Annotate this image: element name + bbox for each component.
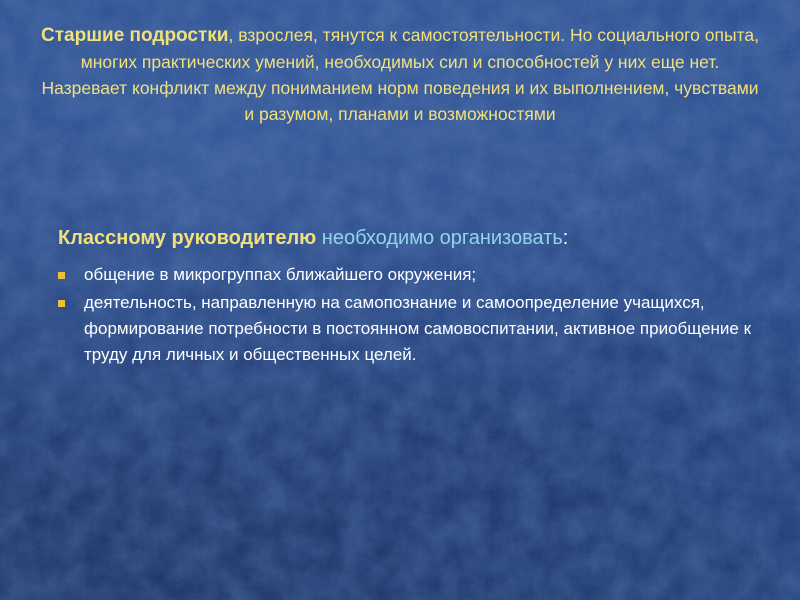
intro-lead: Старшие подростки xyxy=(41,25,229,46)
list-item xyxy=(56,262,756,288)
intro-text: , взрослея, тянутся к самостоятельности. Но социального опыта, многих практических умений, необходимых сил и способностей у них еще нет. Назревает конфликт между пониманием норм поведения и их выполнением, чувствами и разумом, планами и возможностями xyxy=(41,25,759,124)
bullet-square-icon xyxy=(58,300,65,307)
heading-bold: Классному руководителю xyxy=(58,227,317,249)
heading-rest: необходимо организовать xyxy=(316,227,563,249)
list-item xyxy=(56,290,756,368)
section-heading xyxy=(58,224,758,252)
heading-colon: : xyxy=(562,227,569,249)
list-item-text: общение в микрогруппах ближайшего окружения; xyxy=(84,265,477,284)
bullet-list xyxy=(56,262,756,370)
bullet-square-icon xyxy=(58,272,65,279)
intro-paragraph xyxy=(40,22,760,127)
list-item-text: деятельность, направленную на самопознание и самоопределение учащихся, формирование потребности в постоянном самовоспитании, активное приобщение к труду для личных и общественных целей. xyxy=(84,293,752,364)
